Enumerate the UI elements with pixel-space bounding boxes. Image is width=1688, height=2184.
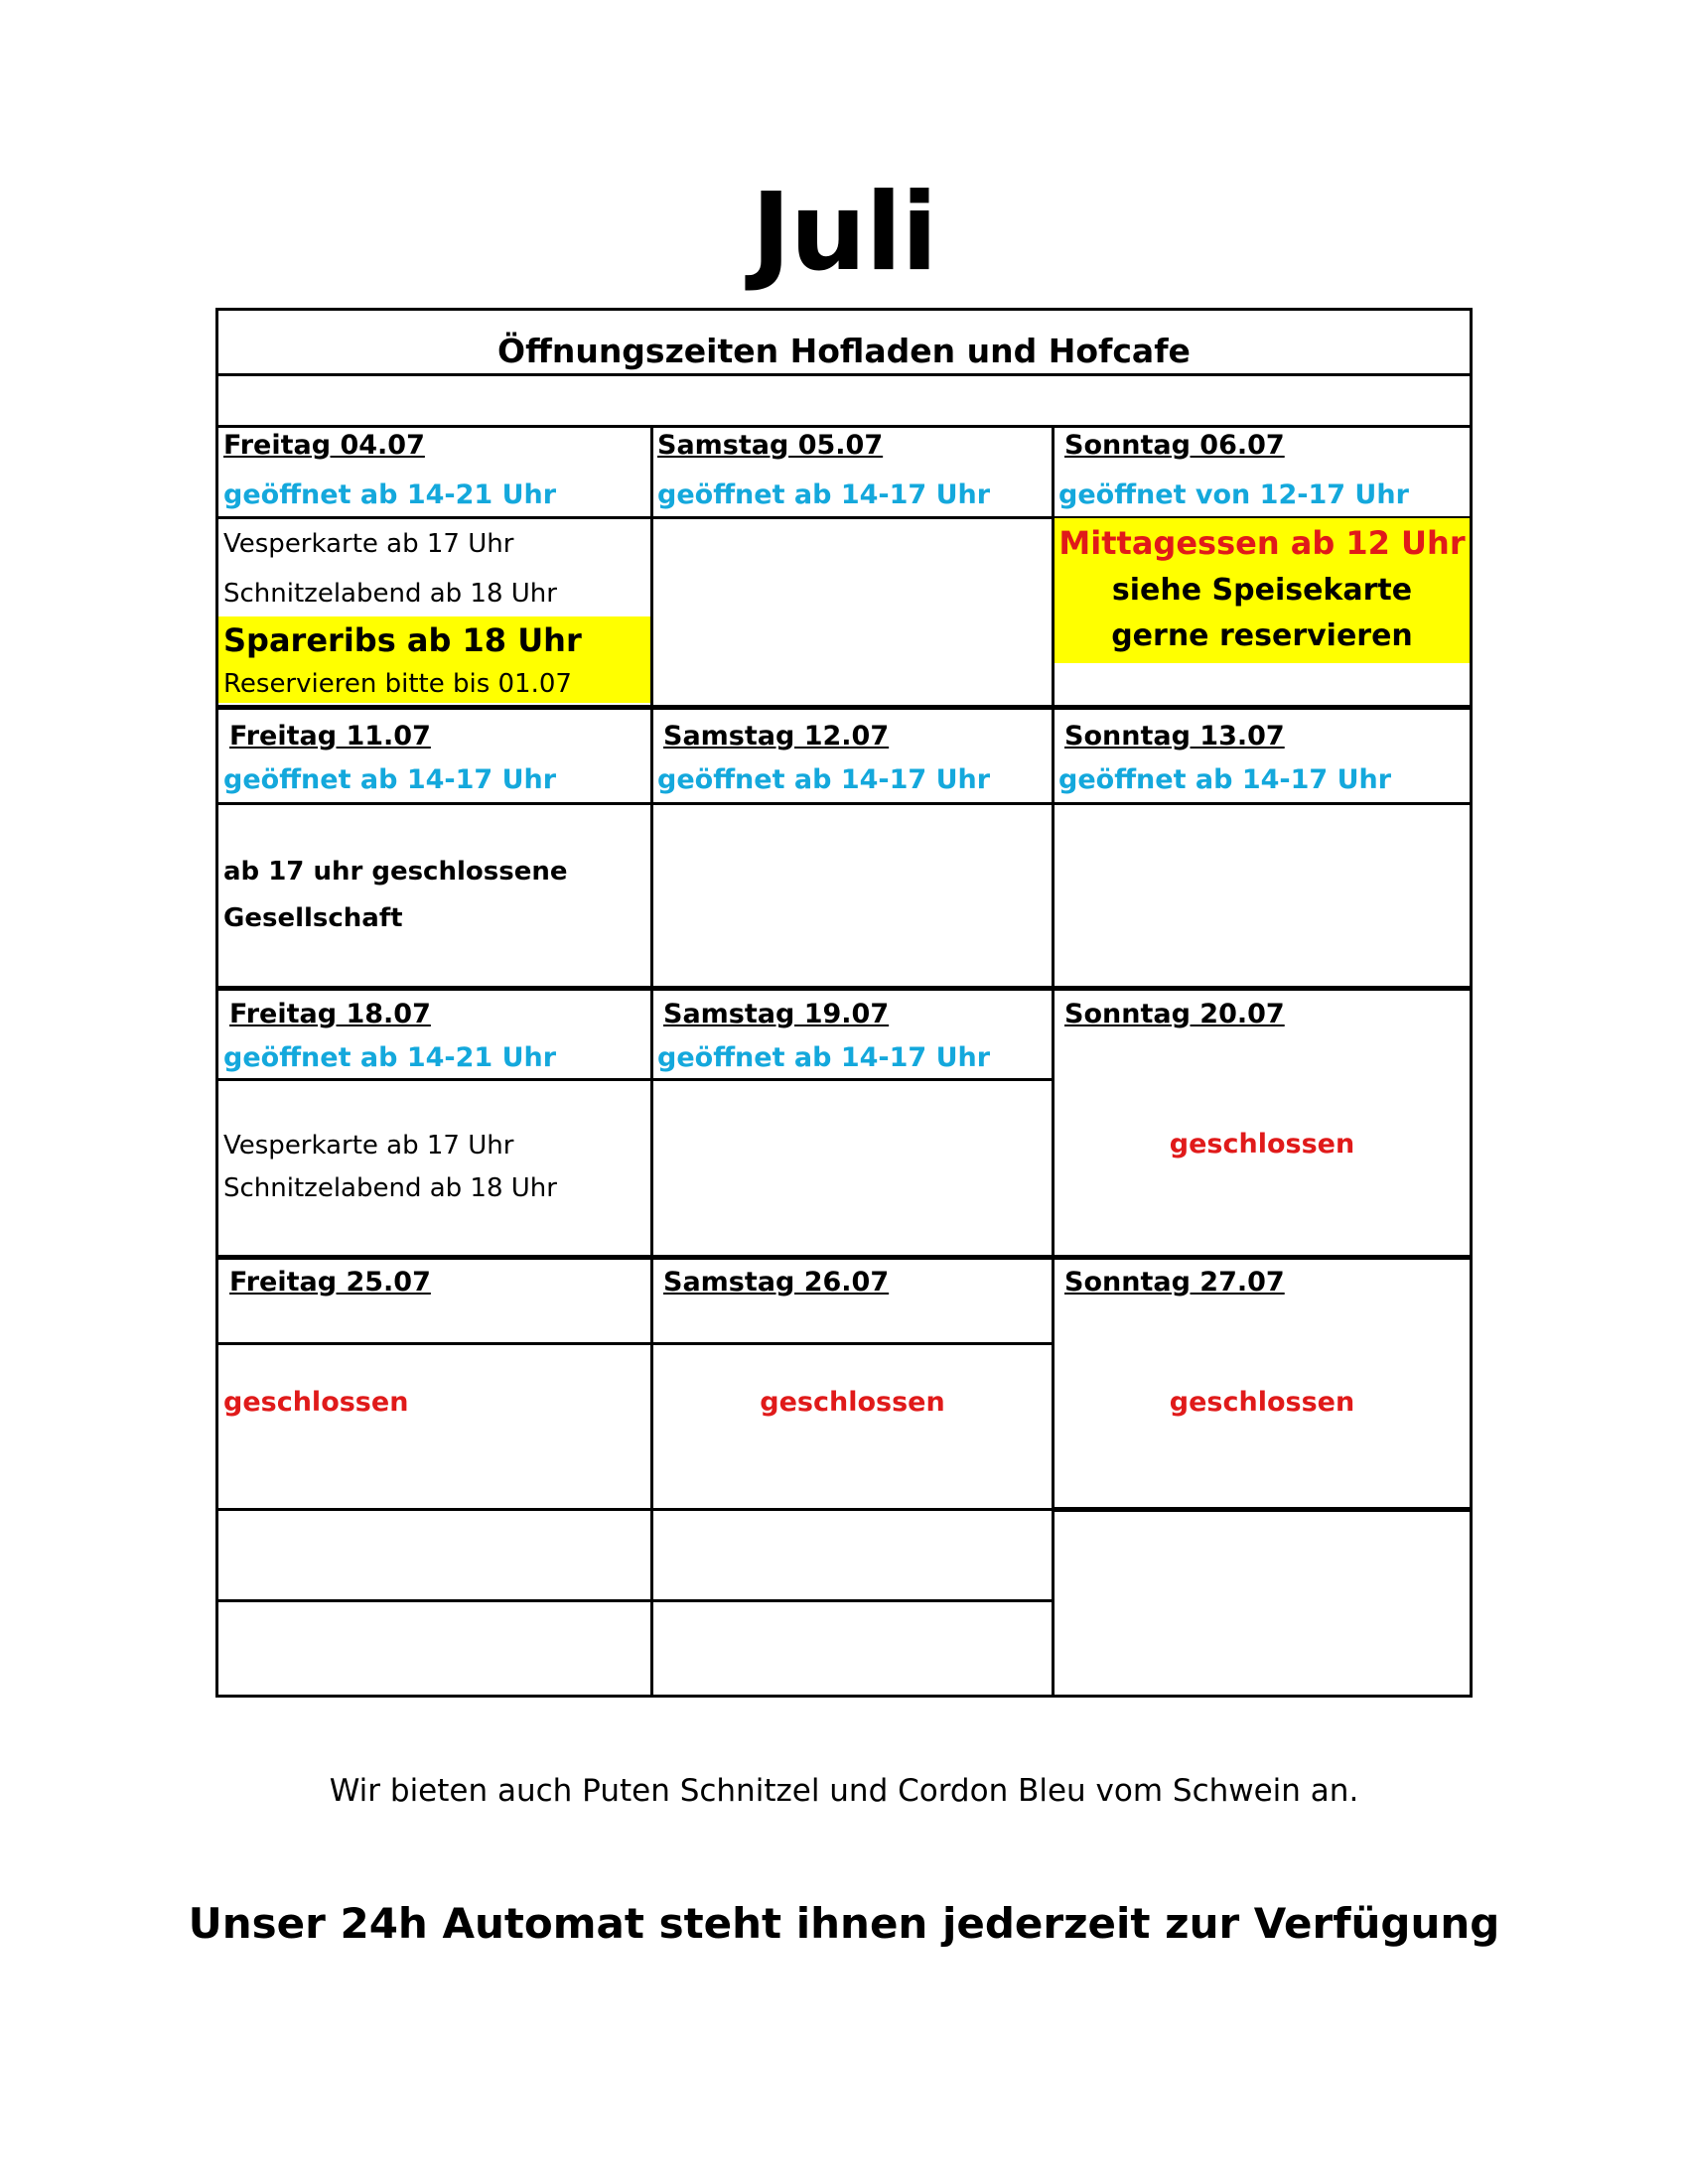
opening-hours: geöffnet ab 14-21 Uhr xyxy=(223,1042,557,1073)
event-line: Schnitzelabend ab 18 Uhr xyxy=(223,579,557,609)
event-line: ab 17 uhr geschlossene xyxy=(223,857,568,887)
opening-hours: geöffnet ab 14-17 Uhr xyxy=(657,1042,991,1073)
highlight-title: Spareribs ab 18 Uhr xyxy=(223,621,582,659)
closed-status: geschlossen xyxy=(223,1387,409,1418)
event-line: Schnitzelabend ab 18 Uhr xyxy=(223,1173,557,1203)
highlight-title: Mittagessen ab 12 Uhr xyxy=(1058,524,1466,562)
day-label-sat-1207: Samstag 12.07 xyxy=(663,721,890,751)
event-line: Vesperkarte ab 17 Uhr xyxy=(223,529,514,559)
opening-hours: geöffnet ab 14-21 Uhr xyxy=(223,479,557,510)
event-line: Gesellschaft xyxy=(223,903,403,933)
closed-status: geschlossen xyxy=(1169,1129,1355,1160)
opening-hours: geöffnet ab 14-17 Uhr xyxy=(223,764,557,795)
day-label-fri-1107: Freitag 11.07 xyxy=(229,721,431,751)
highlight-note: Reservieren bitte bis 01.07 xyxy=(223,669,572,699)
day-label-sun-2007: Sonntag 20.07 xyxy=(1064,999,1285,1029)
closed-status: geschlossen xyxy=(760,1387,945,1418)
event-line: gerne reservieren xyxy=(1111,618,1413,653)
table-title: Öffnungszeiten Hofladen und Hofcafe xyxy=(497,332,1191,370)
day-label-fri-1807: Freitag 18.07 xyxy=(229,999,431,1029)
event-line: siehe Speisekarte xyxy=(1111,573,1413,608)
opening-hours: geöffnet von 12-17 Uhr xyxy=(1058,479,1409,510)
closed-status: geschlossen xyxy=(1169,1387,1355,1418)
day-label-sun-0607: Sonntag 06.07 xyxy=(1064,430,1285,461)
day-label-sun-1307: Sonntag 13.07 xyxy=(1064,721,1285,751)
footer-note: Wir bieten auch Puten Schnitzel und Cordon Bleu vom Schwein an. xyxy=(329,1773,1359,1809)
opening-hours: geöffnet ab 14-17 Uhr xyxy=(657,479,991,510)
opening-hours: geöffnet ab 14-17 Uhr xyxy=(1058,764,1392,795)
day-label-fri-0407: Freitag 04.07 xyxy=(223,430,425,461)
opening-hours: geöffnet ab 14-17 Uhr xyxy=(657,764,991,795)
day-label-sat-1907: Samstag 19.07 xyxy=(663,999,890,1029)
day-label-sun-2707: Sonntag 27.07 xyxy=(1064,1267,1285,1297)
day-label-fri-2507: Freitag 25.07 xyxy=(229,1267,431,1297)
month-title: Juli xyxy=(751,171,937,295)
footer-automat: Unser 24h Automat steht ihnen jederzeit zur Verfügung xyxy=(188,1899,1500,1948)
day-label-sat-0507: Samstag 05.07 xyxy=(657,430,884,461)
day-label-sat-2607: Samstag 26.07 xyxy=(663,1267,890,1297)
event-line: Vesperkarte ab 17 Uhr xyxy=(223,1131,514,1160)
